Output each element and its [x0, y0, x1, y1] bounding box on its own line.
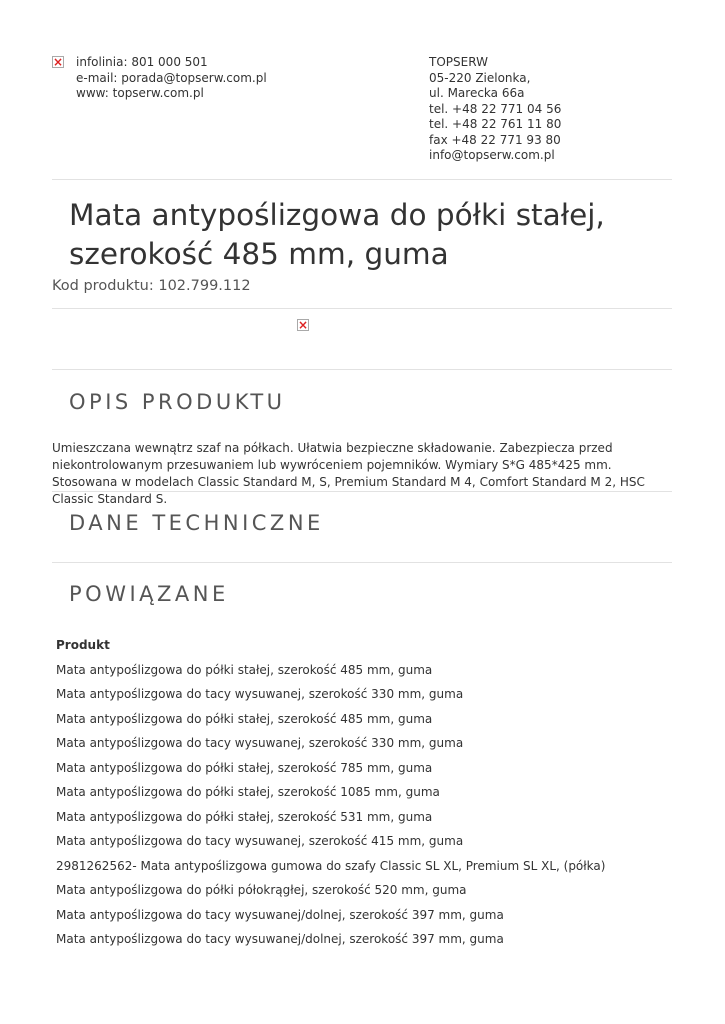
divider	[52, 562, 672, 563]
email-text: e-mail: porada@topserw.com.pl	[76, 70, 267, 85]
website-text: www: topserw.com.pl	[76, 86, 204, 100]
related-product-item[interactable]: 2981262562- Mata antypoślizgowa gumowa do szafy Classic SL XL, Premium SL XL, (półka)	[56, 858, 606, 873]
related-product-item[interactable]: Mata antypoślizgowa do półki stałej, szerokość 485 mm, guma	[56, 711, 433, 726]
company-street: ul. Marecka 66a	[429, 86, 525, 100]
hotline-text: infolinia: 801 000 501	[76, 55, 208, 69]
related-products-table	[56, 636, 605, 955]
related-product-item[interactable]: Mata antypoślizgowa do tacy wysuwanej/dolnej, szerokość 397 mm, guma	[56, 932, 504, 946]
company-email: info@topserw.com.pl	[429, 148, 555, 162]
contact-info	[76, 55, 267, 102]
divider	[52, 369, 672, 370]
divider	[52, 179, 672, 180]
related-product-item[interactable]: Mata antypoślizgowa do tacy wysuwanej, szerokość 415 mm, guma	[56, 834, 464, 848]
product-code: Kod produktu: 102.799.112	[52, 278, 251, 294]
product-broken-image-icon	[297, 319, 309, 331]
related-product-item[interactable]: Mata antypoślizgowa do tacy wysuwanej, szerokość 330 mm, guma	[56, 736, 464, 750]
divider	[52, 308, 672, 309]
related-product-item[interactable]: Mata antypoślizgowa do półki stałej, szerokość 1085 mm, guma	[56, 785, 440, 799]
company-name: TOPSERW	[429, 55, 488, 69]
related-heading: POWIĄZANE	[69, 582, 229, 606]
company-tel-1: tel. +48 22 771 04 56	[429, 101, 562, 116]
logo-broken-image-icon	[52, 56, 64, 68]
company-address	[429, 55, 561, 164]
description-heading: OPIS PRODUKTU	[69, 390, 286, 414]
technical-data-heading: DANE TECHNICZNE	[69, 511, 324, 535]
divider	[52, 491, 672, 492]
related-product-item[interactable]: Mata antypoślizgowa do tacy wysuwanej, szerokość 330 mm, guma	[56, 687, 464, 701]
related-column-header: Produkt	[56, 638, 110, 652]
related-product-item[interactable]: Mata antypoślizgowa do półki półokrągłej, szerokość 520 mm, guma	[56, 883, 467, 897]
related-product-item[interactable]: Mata antypoślizgowa do półki stałej, szerokość 531 mm, guma	[56, 809, 433, 824]
related-product-item[interactable]: Mata antypoślizgowa do półki stałej, szerokość 785 mm, guma	[56, 760, 433, 775]
company-postal: 05-220 Zielonka,	[429, 70, 531, 85]
product-title: Mata antypoślizgowa do półki stałej, szerokość 485 mm, guma	[69, 198, 605, 271]
company-fax: fax +48 22 771 93 80	[429, 132, 561, 147]
related-product-item[interactable]: Mata antypoślizgowa do tacy wysuwanej/dolnej, szerokość 397 mm, guma	[56, 907, 504, 922]
company-tel-2: tel. +48 22 761 11 80	[429, 117, 562, 131]
related-product-item[interactable]: Mata antypoślizgowa do półki stałej, szerokość 485 mm, guma	[56, 662, 433, 677]
product-description: Umieszczana wewnątrz szaf na półkach. Ułatwia bezpieczne składowanie. Zabezpiecza przed niekontrolowanym przesuwaniem lub wywróceniem pojemników. Wymiary S*G 485*425 mm. Stosowana w modelach Classic Standard M, S, Premium Standard M 4, Comfort Standard M 2, HSC Classic Standard S.	[52, 441, 645, 506]
